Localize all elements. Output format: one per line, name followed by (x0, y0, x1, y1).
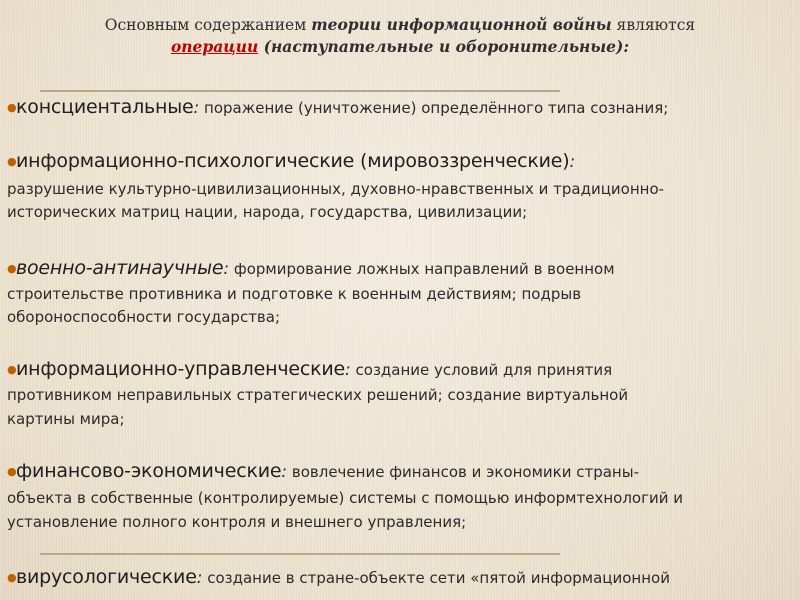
item-description-line: картины мира; (7, 410, 125, 428)
item-term: информационно-психологические (мировоззренческие) (16, 150, 570, 172)
item-description-line: обороноспособности государства; (7, 308, 281, 326)
title-emphasis: теории информационной войны (311, 15, 612, 34)
item-term: военно-антинаучные (16, 257, 224, 279)
item-term: консциентальные (16, 96, 194, 118)
item-colon: : (223, 259, 230, 279)
orange-bullet-icon: ● (7, 571, 17, 584)
orange-bullet-icon: ● (7, 363, 17, 376)
item-description: формирование ложных направлений в военном (229, 260, 615, 278)
item-description: вовлечение финансов и экономики страны- (287, 463, 639, 481)
list-item-consciental (7, 96, 668, 119)
item-description-line: установление полного контроля и внешнего управления; (7, 513, 467, 531)
title-keyword: операции (170, 37, 259, 56)
item-description-line: строительстве противника и подготовке к военным действиям; подрыв (7, 285, 582, 303)
list-item-info-management (7, 358, 612, 381)
title-text-part3: (наступательные и оборонительные): (258, 37, 630, 56)
item-description-line: объекта в собственные (контролируемые) системы с помощью информтехнологий и (7, 489, 683, 507)
item-colon: : (345, 360, 351, 380)
list-item-military (7, 257, 615, 280)
item-colon: : (281, 462, 288, 482)
title-text-part1: Основным содержанием (104, 16, 312, 34)
title-line-1 (18, 14, 782, 36)
list-item-virological (7, 566, 670, 589)
title-line-2 (18, 36, 782, 58)
item-description: создание в стране-объекте сети «пятой информационной (202, 569, 670, 587)
item-colon: : (196, 568, 203, 588)
divider-line-bottom (40, 553, 560, 555)
divider-line-top (40, 90, 560, 92)
orange-bullet-icon: ● (7, 262, 17, 275)
title-text-part2: являются (611, 16, 696, 34)
item-description-line: разрушение культурно-цивилизационных, духовно-нравственных и традиционно- (7, 180, 665, 198)
item-term: финансово-экономические (16, 460, 282, 482)
item-description: создание условий для принятия (350, 361, 613, 379)
item-description: поражение (уничтожение) определённого типа сознания; (199, 99, 669, 117)
list-item-financial (7, 460, 639, 483)
orange-bullet-icon: ● (7, 155, 17, 168)
item-description-line: противником неправильных стратегических решений; создание виртуальной (7, 386, 629, 404)
slide-title (18, 14, 782, 58)
item-term: вирусологические (16, 566, 197, 588)
item-term: информационно-управленческие (16, 358, 346, 380)
orange-bullet-icon: ● (7, 465, 17, 478)
item-colon: : (193, 98, 200, 118)
item-colon: : (569, 152, 576, 172)
orange-bullet-icon: ● (7, 101, 17, 114)
list-item-info-psych (7, 150, 575, 173)
item-description-line: исторических матриц нации, народа, государства, цивилизации; (7, 203, 528, 221)
